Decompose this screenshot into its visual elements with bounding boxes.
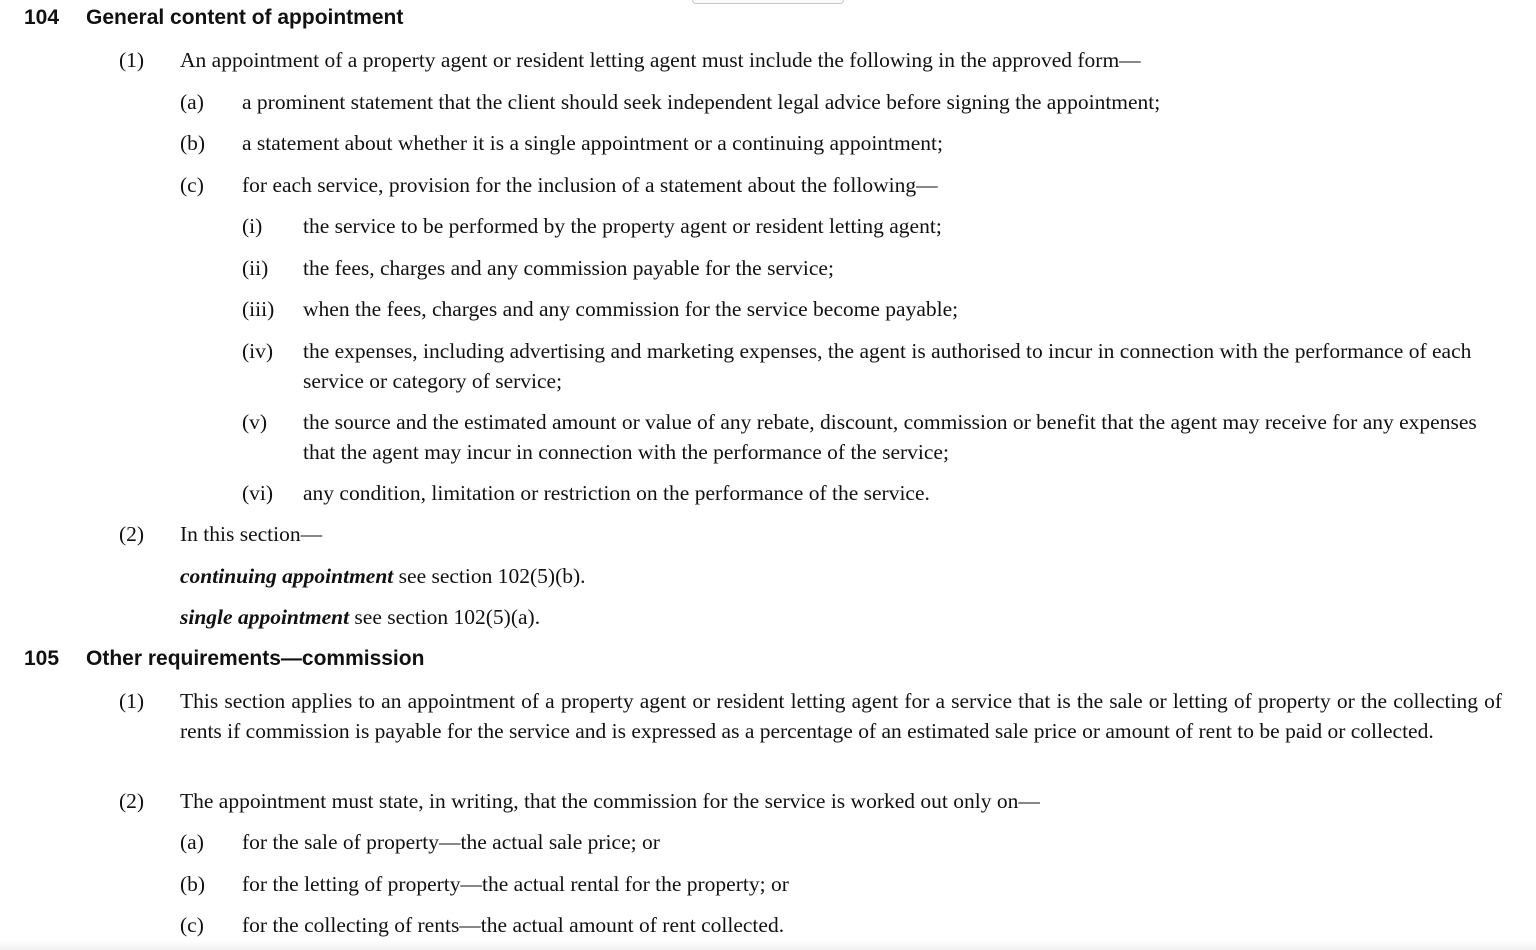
section-title: Other requirements—commission <box>86 647 425 670</box>
subparagraph-text: when the fees, charges and any commission for the service become payable; <box>303 297 959 321</box>
section-title: General content of appointment <box>86 6 404 29</box>
paragraph-text: a prominent statement that the client should seek independent legal advice before signing the appointment; <box>242 90 1161 114</box>
paragraph-text: for the letting of property—the actual rental for the property; or <box>242 872 789 896</box>
section-number: 105 <box>24 647 60 670</box>
paragraph-label: (b) <box>180 872 206 896</box>
subparagraph-text: the service to be performed by the property agent or resident letting agent; <box>303 214 942 238</box>
top-tab-handle[interactable] <box>692 0 844 4</box>
subparagraph-label: (v) <box>242 410 268 434</box>
subparagraph-text: the expenses, including advertising and marketing expenses, the agent is authorised to incur in connection with the performance of each service or category of service; <box>303 339 1472 393</box>
subparagraph-text: the fees, charges and any commission payable for the service; <box>303 256 834 280</box>
subsection-label: (1) <box>119 48 145 72</box>
subsection-label: (2) <box>119 522 145 546</box>
subparagraph-text: the source and the estimated amount or value of any rebate, discount, commission or benefit that the agent may receive for any expenses that the agent may incur in connection with the performance of the service; <box>303 410 1477 464</box>
definition-text: see section 102(5)(b). <box>393 564 586 588</box>
paragraph-label: (c) <box>180 913 204 937</box>
subsection-label: (1) <box>119 689 145 713</box>
subsection-label: (2) <box>119 789 145 813</box>
subsection-text: This section applies to an appointment of a property agent or resident letting agent for a service that is the sale or letting of property or the collecting of rents if commission is payable for the service and is expressed as a percentage of an estimated sale price or amount of rent to be paid or collected. <box>180 689 1502 743</box>
paragraph-text: a statement about whether it is a single appointment or a continuing appointment; <box>242 131 943 155</box>
paragraph-text: for the sale of property—the actual sale price; or <box>242 830 660 854</box>
paragraph-text: for each service, provision for the inclusion of a statement about the following— <box>242 173 938 197</box>
subparagraph-label: (vi) <box>242 481 274 505</box>
paragraph-label: (a) <box>180 90 204 114</box>
subparagraph-label: (iii) <box>242 297 275 321</box>
subsection-text: In this section— <box>180 522 323 546</box>
definition-term: single appointment <box>180 605 350 629</box>
subsection-text: The appointment must state, in writing, that the commission for the service is worked out only on— <box>180 789 1040 813</box>
subparagraph-label: (iv) <box>242 339 274 363</box>
paragraph-label: (c) <box>180 173 204 197</box>
definition-single-appointment <box>180 603 540 633</box>
definition-text: see section 102(5)(a). <box>349 605 541 629</box>
subsection-text: An appointment of a property agent or resident letting agent must include the following in the approved form— <box>180 48 1141 72</box>
paragraph-text: for the collecting of rents—the actual amount of rent collected. <box>242 913 785 937</box>
definition-continuing-appointment <box>180 562 586 592</box>
subparagraph-text: any condition, limitation or restriction on the performance of the service. <box>303 481 930 505</box>
definition-term: continuing appointment <box>180 564 394 588</box>
section-number: 104 <box>24 6 60 29</box>
paragraph-label: (b) <box>180 131 206 155</box>
bottom-edge-shadow <box>0 940 1536 950</box>
paragraph-label: (a) <box>180 830 204 854</box>
subparagraph-label: (i) <box>242 214 263 238</box>
subparagraph-label: (ii) <box>242 256 269 280</box>
